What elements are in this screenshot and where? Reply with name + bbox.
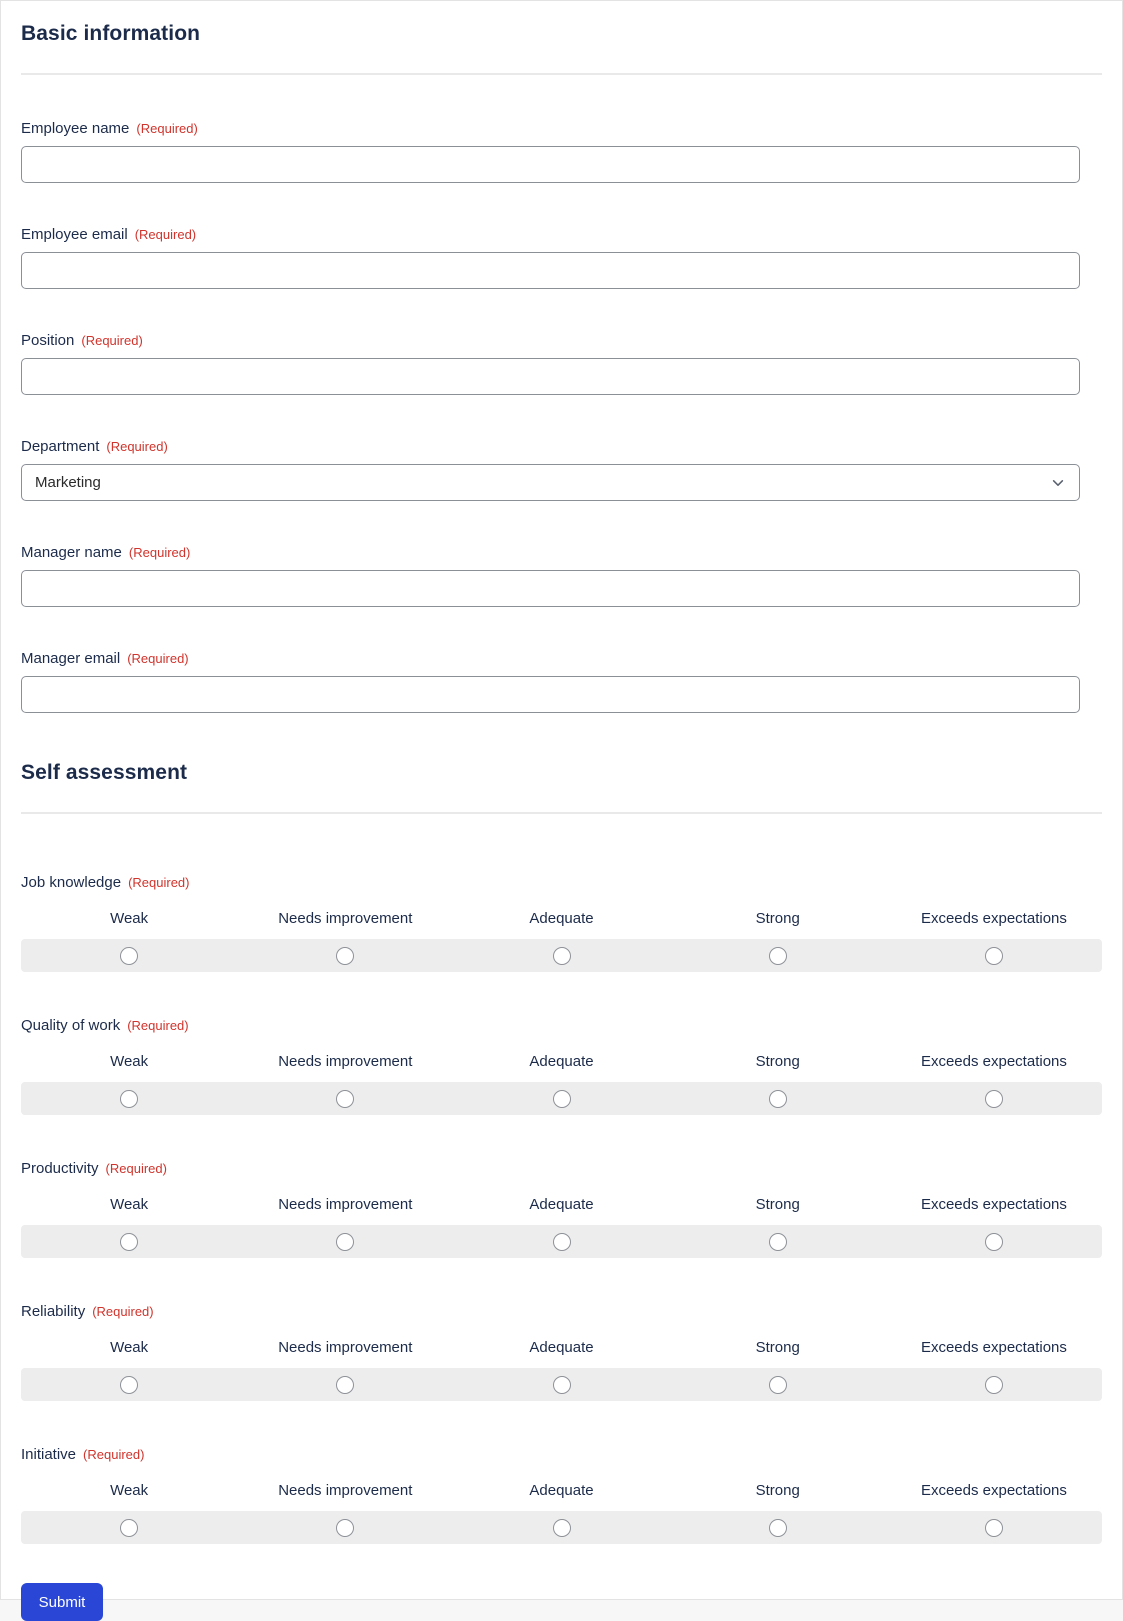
required-tag: (Required) [134, 227, 197, 242]
radio-job-knowledge-weak[interactable] [120, 947, 138, 965]
required-tag: (Required) [83, 1447, 145, 1462]
radio-row-reliability [21, 1368, 1102, 1401]
field-employee-email [21, 226, 1102, 289]
scale-headers [21, 1482, 1102, 1499]
radio-initiative-needs-improvement[interactable] [336, 1519, 354, 1537]
scale-header-exceeds-expectations: Exceeds expectations [920, 1053, 1067, 1070]
scale-header-adequate: Adequate [529, 1339, 594, 1356]
manager-email-input[interactable] [21, 676, 1080, 713]
section-divider [21, 812, 1102, 814]
field-department [21, 438, 1102, 501]
radio-row-productivity [21, 1225, 1102, 1258]
scale-header-strong: Strong [755, 910, 800, 927]
question-productivity [21, 1160, 1102, 1258]
scale-header-needs-improvement: Needs improvement [278, 910, 413, 927]
radio-job-knowledge-strong[interactable] [769, 947, 787, 965]
radio-quality-of-work-exceeds-expectations[interactable] [985, 1090, 1003, 1108]
radio-productivity-strong[interactable] [769, 1233, 787, 1251]
radio-initiative-adequate[interactable] [553, 1519, 571, 1537]
required-tag: (Required) [127, 651, 189, 666]
scale-header-needs-improvement: Needs improvement [278, 1053, 413, 1070]
scale-headers [21, 1053, 1102, 1070]
field-manager-name [21, 544, 1102, 607]
radio-reliability-exceeds-expectations[interactable] [985, 1376, 1003, 1394]
employee-name-input[interactable] [21, 146, 1080, 183]
scale-header-needs-improvement: Needs improvement [278, 1196, 413, 1213]
question-reliability [21, 1303, 1102, 1401]
radio-job-knowledge-exceeds-expectations[interactable] [985, 947, 1003, 965]
radio-quality-of-work-needs-improvement[interactable] [336, 1090, 354, 1108]
required-tag: (Required) [105, 1161, 167, 1176]
quality-of-work-label: Quality of work [21, 1017, 121, 1034]
scale-header-weak: Weak [110, 1482, 149, 1499]
scale-header-strong: Strong [755, 1339, 800, 1356]
scale-header-needs-improvement: Needs improvement [278, 1339, 413, 1356]
scale-header-exceeds-expectations: Exceeds expectations [920, 1482, 1067, 1499]
radio-quality-of-work-adequate[interactable] [553, 1090, 571, 1108]
scale-header-needs-improvement: Needs improvement [278, 1482, 413, 1499]
scale-header-strong: Strong [755, 1482, 800, 1499]
radio-reliability-strong[interactable] [769, 1376, 787, 1394]
radio-reliability-needs-improvement[interactable] [336, 1376, 354, 1394]
required-tag: (Required) [127, 1018, 189, 1033]
radio-row-job-knowledge [21, 939, 1102, 972]
department-selected-value: Marketing [35, 474, 101, 491]
scale-header-exceeds-expectations: Exceeds expectations [920, 1339, 1067, 1356]
job-knowledge-label: Job knowledge [21, 874, 122, 891]
field-employee-name [21, 120, 1102, 183]
scale-headers [21, 910, 1102, 927]
required-tag: (Required) [92, 1304, 154, 1319]
radio-quality-of-work-weak[interactable] [120, 1090, 138, 1108]
section-divider [21, 73, 1102, 75]
radio-initiative-weak[interactable] [120, 1519, 138, 1537]
question-quality-of-work [21, 1017, 1102, 1115]
radio-reliability-adequate[interactable] [553, 1376, 571, 1394]
manager-name-label: Manager name [21, 544, 122, 561]
radio-initiative-strong[interactable] [769, 1519, 787, 1537]
chevron-down-icon [1051, 476, 1065, 490]
question-initiative [21, 1446, 1102, 1544]
employee-email-input[interactable] [21, 252, 1080, 289]
manager-name-input[interactable] [21, 570, 1080, 607]
radio-productivity-adequate[interactable] [553, 1233, 571, 1251]
radio-quality-of-work-strong[interactable] [769, 1090, 787, 1108]
field-position [21, 332, 1102, 395]
question-job-knowledge [21, 874, 1102, 972]
required-tag: (Required) [128, 545, 191, 560]
required-tag: (Required) [136, 121, 198, 136]
required-tag: (Required) [81, 333, 143, 348]
position-label: Position [21, 332, 75, 349]
radio-row-quality-of-work [21, 1082, 1102, 1115]
manager-email-label: Manager email [21, 650, 121, 667]
radio-initiative-exceeds-expectations[interactable] [985, 1519, 1003, 1537]
employee-name-label: Employee name [21, 120, 130, 137]
scale-header-weak: Weak [110, 910, 149, 927]
scale-header-exceeds-expectations: Exceeds expectations [920, 1196, 1067, 1213]
department-label: Department [21, 438, 100, 455]
scale-header-adequate: Adequate [529, 1196, 594, 1213]
radio-productivity-exceeds-expectations[interactable] [985, 1233, 1003, 1251]
scale-headers [21, 1339, 1102, 1356]
scale-header-weak: Weak [110, 1053, 149, 1070]
reliability-label: Reliability [21, 1303, 86, 1320]
scale-header-exceeds-expectations: Exceeds expectations [920, 910, 1067, 927]
required-tag: (Required) [106, 439, 168, 454]
radio-productivity-needs-improvement[interactable] [336, 1233, 354, 1251]
scale-header-weak: Weak [110, 1339, 149, 1356]
scale-headers [21, 1196, 1102, 1213]
field-manager-email [21, 650, 1102, 713]
radio-reliability-weak[interactable] [120, 1376, 138, 1394]
initiative-label: Initiative [21, 1446, 77, 1463]
radio-job-knowledge-needs-improvement[interactable] [336, 947, 354, 965]
scale-header-strong: Strong [755, 1053, 800, 1070]
radio-row-initiative [21, 1511, 1102, 1544]
scale-header-adequate: Adequate [529, 1482, 594, 1499]
employee-email-label: Employee email [21, 226, 128, 243]
scale-header-adequate: Adequate [529, 910, 594, 927]
scale-header-adequate: Adequate [529, 1053, 594, 1070]
position-input[interactable] [21, 358, 1080, 395]
basic-information-title: Basic information [21, 22, 201, 45]
scale-header-strong: Strong [755, 1196, 800, 1213]
productivity-label: Productivity [21, 1160, 99, 1177]
radio-job-knowledge-adequate[interactable] [553, 947, 571, 965]
radio-productivity-weak[interactable] [120, 1233, 138, 1251]
scale-header-weak: Weak [110, 1196, 149, 1213]
self-assessment-title: Self assessment [21, 761, 188, 784]
department-select[interactable] [21, 464, 1080, 501]
submit-button[interactable]: Submit [21, 1583, 103, 1621]
required-tag: (Required) [128, 875, 190, 890]
